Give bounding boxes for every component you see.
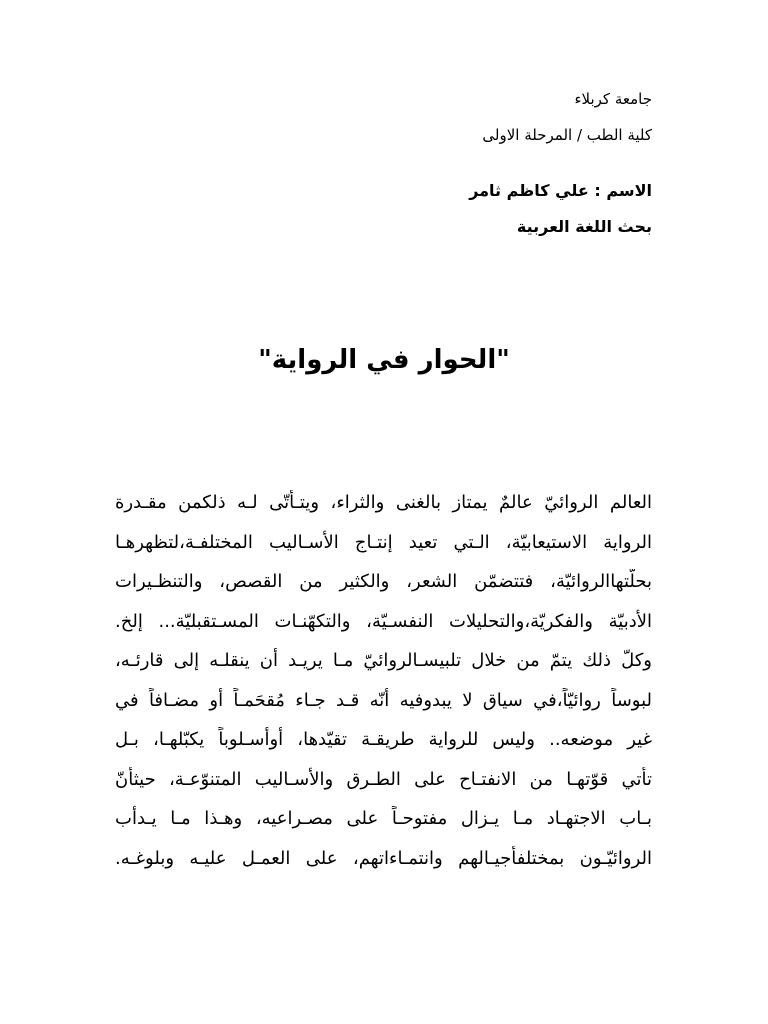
document-title: "الحوار في الرواية" bbox=[258, 345, 510, 375]
body-line: وكلّ ذلك يتمّ من خلال تلبيسـالروائيّ مـا يريـد أن ينقلـه إلى قارئـه، bbox=[115, 650, 652, 671]
body-line: الروائيّـون بمختلفأجيـالهم وانتمـاءاتهم، على العمـل عليـه وبلوغـه. bbox=[115, 847, 652, 869]
body-line: الرواية الاستيعابيّة، الـتي تعيد إنتـاج الأسـاليب المختلفـة،لتظهرهـا bbox=[115, 531, 652, 553]
document-header bbox=[112, 88, 652, 252]
body-line: غير موضعه.. وليس للرواية طريقـة تقيّدها، أوأسـلوباً يكبّلهـا، بـل bbox=[115, 729, 652, 750]
body-line: بـاب الاجتهـاد مـا يـزال مفتوحـاً على مصـراعيه، وهـذا مـا يـدأب bbox=[115, 808, 652, 829]
university-name: جامعة كربلاء bbox=[574, 90, 652, 108]
college-stage: كلية الطب / المرحلة الاولى bbox=[482, 126, 652, 144]
student-name: الاسم : علي كاظم ثامر bbox=[469, 181, 652, 200]
body-line: لبوساً روائيّاً،في سياق لا يبدوفيه أنّه قـد جـاء مُقحَمـاً أو مضـافاً في bbox=[115, 689, 652, 711]
body-paragraph bbox=[115, 490, 652, 885]
header-spacer bbox=[112, 160, 652, 180]
body-line: العالم الروائيّ عالمٌ يمتاز بالغنى والثراء، ويتـأتّى لـه ذلكمن مقـدرة bbox=[115, 492, 652, 513]
body-line: بحلّتهاالروائيّة، فتتضمّن الشعر، والكثير من القصص، والتنظـيرات bbox=[115, 571, 652, 592]
body-line: الأدبيّة والفكريّة،والتحليلات النفسـيّة، والتكهّنـات المسـتقبليّة... إلخ. bbox=[115, 610, 652, 632]
body-line: تأتي قوّتهـا من الانفتـاح على الطـرق والأسـاليب المتنوّعـة، حيثأنّ bbox=[115, 768, 652, 790]
subject-title: بحث اللغة العربية bbox=[516, 217, 652, 236]
